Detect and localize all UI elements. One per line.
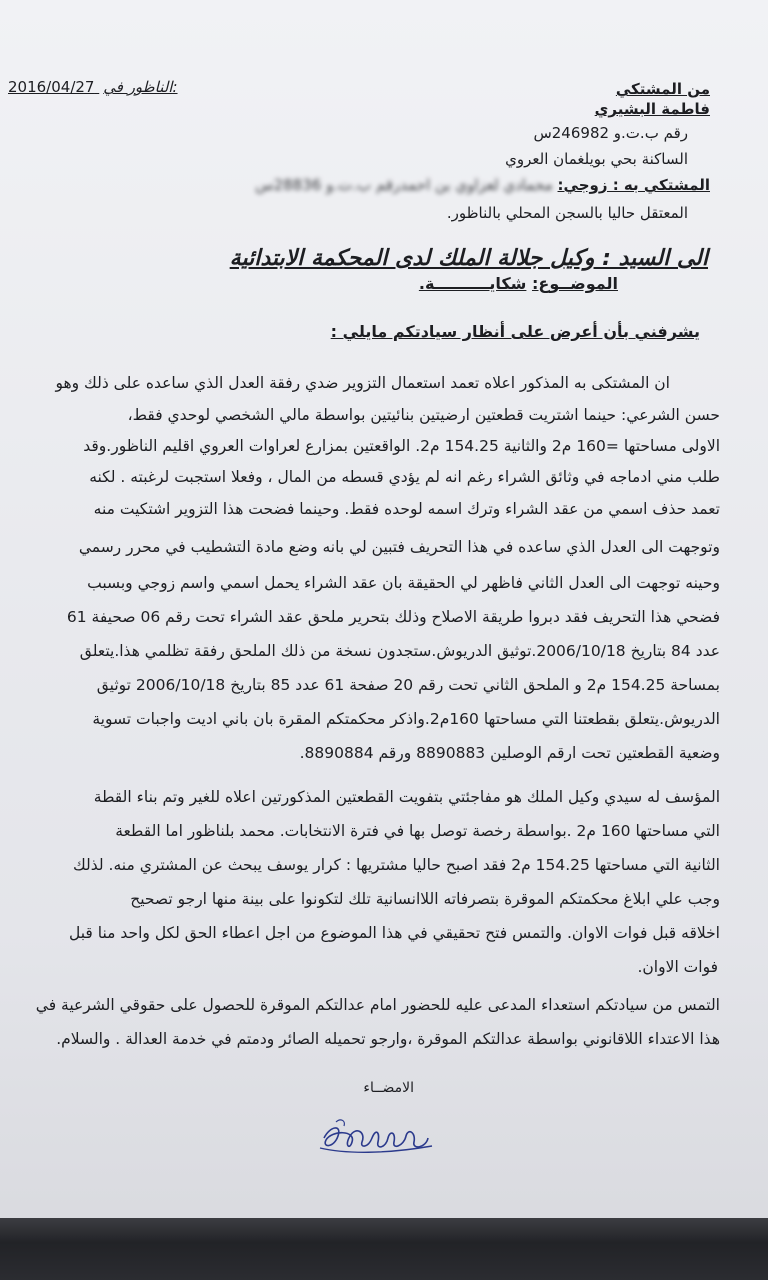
body-line: ان المشتكى به المذكور اعلاه تعمد استعمال التزوير ضدي رفقة العدل الذي ساعده على ذلك وهو xyxy=(55,374,670,392)
body-line: طلب مني ادماجه في وثائق الشراء رغم انه لم يؤدي قسطه من المال ، وفعلا استجبت لرغبته . لكنه xyxy=(89,468,720,486)
body-line: وتوجهت الى العدل الذي ساعده في هذا التحريف فتبين لي بانه وضع مادة التشطيب في محرر رسمي xyxy=(78,538,720,556)
body-line: وحينه توجهت الى العدل الثاني فاظهر لي الحقيقة بان عقد الشراء يحمل اسمي واسم زوجي وبسبب xyxy=(87,574,720,592)
detention-line: المعتقل حاليا بالسجن المحلي بالناظور. xyxy=(446,204,688,222)
accused-label: المشتكي به : زوجي: xyxy=(557,176,710,194)
complainant-name: فاطمة البشيري xyxy=(594,100,710,118)
date-label: الناظور في: xyxy=(103,78,178,96)
date-value: 2016/04/27 xyxy=(8,78,95,96)
body-line: هذا الاعتداء اللاقانوني بواسطة عدالتكم الموقرة ،وارجو تحميله الصائر ودمتم في خدمة العدالة . والسلام. xyxy=(56,1030,720,1048)
handwritten-signature xyxy=(316,1108,436,1160)
body-line: بمساحة 154.25 م2 و الملحق الثاني تحت رقم 20 صفحة 61 عدد 85 بتاريخ 2006/10/18 توثيق xyxy=(96,676,720,694)
body-line: فضحي هذا التحريف فقد دبروا طريقة الاصلاح وذلك بتحرير ملحق عقد الشراء تحت رقم 06 صحيفة 61 xyxy=(66,608,720,626)
body-line: الثانية التي مساحتها 154.25 م2 فقد اصبح حاليا مشتريها : كرار يوسف يبحث عن المشتري منه. لذلك xyxy=(72,856,720,874)
body-line: وضعية القطعتين تحت ارقم الوصلين 8890883 ورقم 8890884. xyxy=(299,744,720,762)
accused-detail-redacted: محمادي لعزاوي بن احمدرقم ب.ت.و 28836س xyxy=(255,176,553,194)
background-surface xyxy=(0,1218,768,1280)
intro-line: يشرفني بأن أعرض على أنظار سيادتكم مايلي : xyxy=(330,322,700,341)
document-date xyxy=(8,78,178,96)
body-line: التي مساحتها 160 م2 .بواسطة رخصة توصل بها في فترة الانتخابات. محمد بلناظور اما القطعة xyxy=(115,822,720,840)
body-line: التمس من سيادتكم استعداء المدعى عليه للحضور امام عدالتكم الموقرة للحصول على حقوقي الشرعية في xyxy=(35,996,720,1014)
from-label: من المشتكي xyxy=(615,80,710,98)
subject-line xyxy=(419,274,618,293)
signature-label: الامضــاء xyxy=(363,1080,414,1096)
body-line: حسن الشرعي: حينما اشتريت قطعتين ارضيتين بنائيتين بواسطة مالي الشخصي لوحدي فقط، xyxy=(127,406,720,424)
body-line: عدد 84 بتاريخ 2006/10/18.توثيق الدريوش.ستجدون نسخة من ذلك الملحق رفقة تظلمي هذا.يتعلق xyxy=(79,642,720,660)
subject-value: شكايــــــــــة. xyxy=(418,274,527,293)
accused-line xyxy=(255,176,710,194)
body-line: فوات الاوان. xyxy=(637,958,718,976)
body-line: المؤسف له سيدي وكيل الملك هو مفاجئتي بتفويت القطعتين المذكورتين اعلاه للغير وتم بناء القطة xyxy=(93,788,720,806)
body-line: الاولى مساحتها =160 م2 والثانية 154.25 م2. الواقعتين بمزارع لعراوات العروي اقليم الناظور.وقد xyxy=(83,437,720,455)
complainant-id: رقم ب.ت.و 246982س xyxy=(533,124,688,142)
body-line: وجب علي ابلاغ محكمتكم الموقرة بتصرفاته اللاانسانية تلك لتكونوا على بينة منها ارجو تصحيح xyxy=(130,890,720,908)
addressee-line: الى السيد : وكيل جلالة الملك لدى المحكمة الابتدائية xyxy=(229,246,708,271)
complainant-address: الساكنة بحي بويلغمان العروي xyxy=(505,150,688,168)
body-line: اخلاقه قبل فوات الاوان. والتمس فتح تحقيقي في هذا الموضوع من اجل اعطاء الحق لكل واحد منا قبل xyxy=(69,924,720,942)
body-line: الدريوش.يتعلق بقطعتنا التي مساحتها 160م2.واذكر محكمتكم المقرة بان باني اديت واجبات تسوية xyxy=(92,710,720,728)
body-line: تعمد حذف اسمي من عقد الشراء وترك اسمه لوحده فقط. وحينما فضحت هذا التزوير اشتكيت منه xyxy=(93,500,720,518)
subject-label: الموضــوع: xyxy=(531,274,618,293)
